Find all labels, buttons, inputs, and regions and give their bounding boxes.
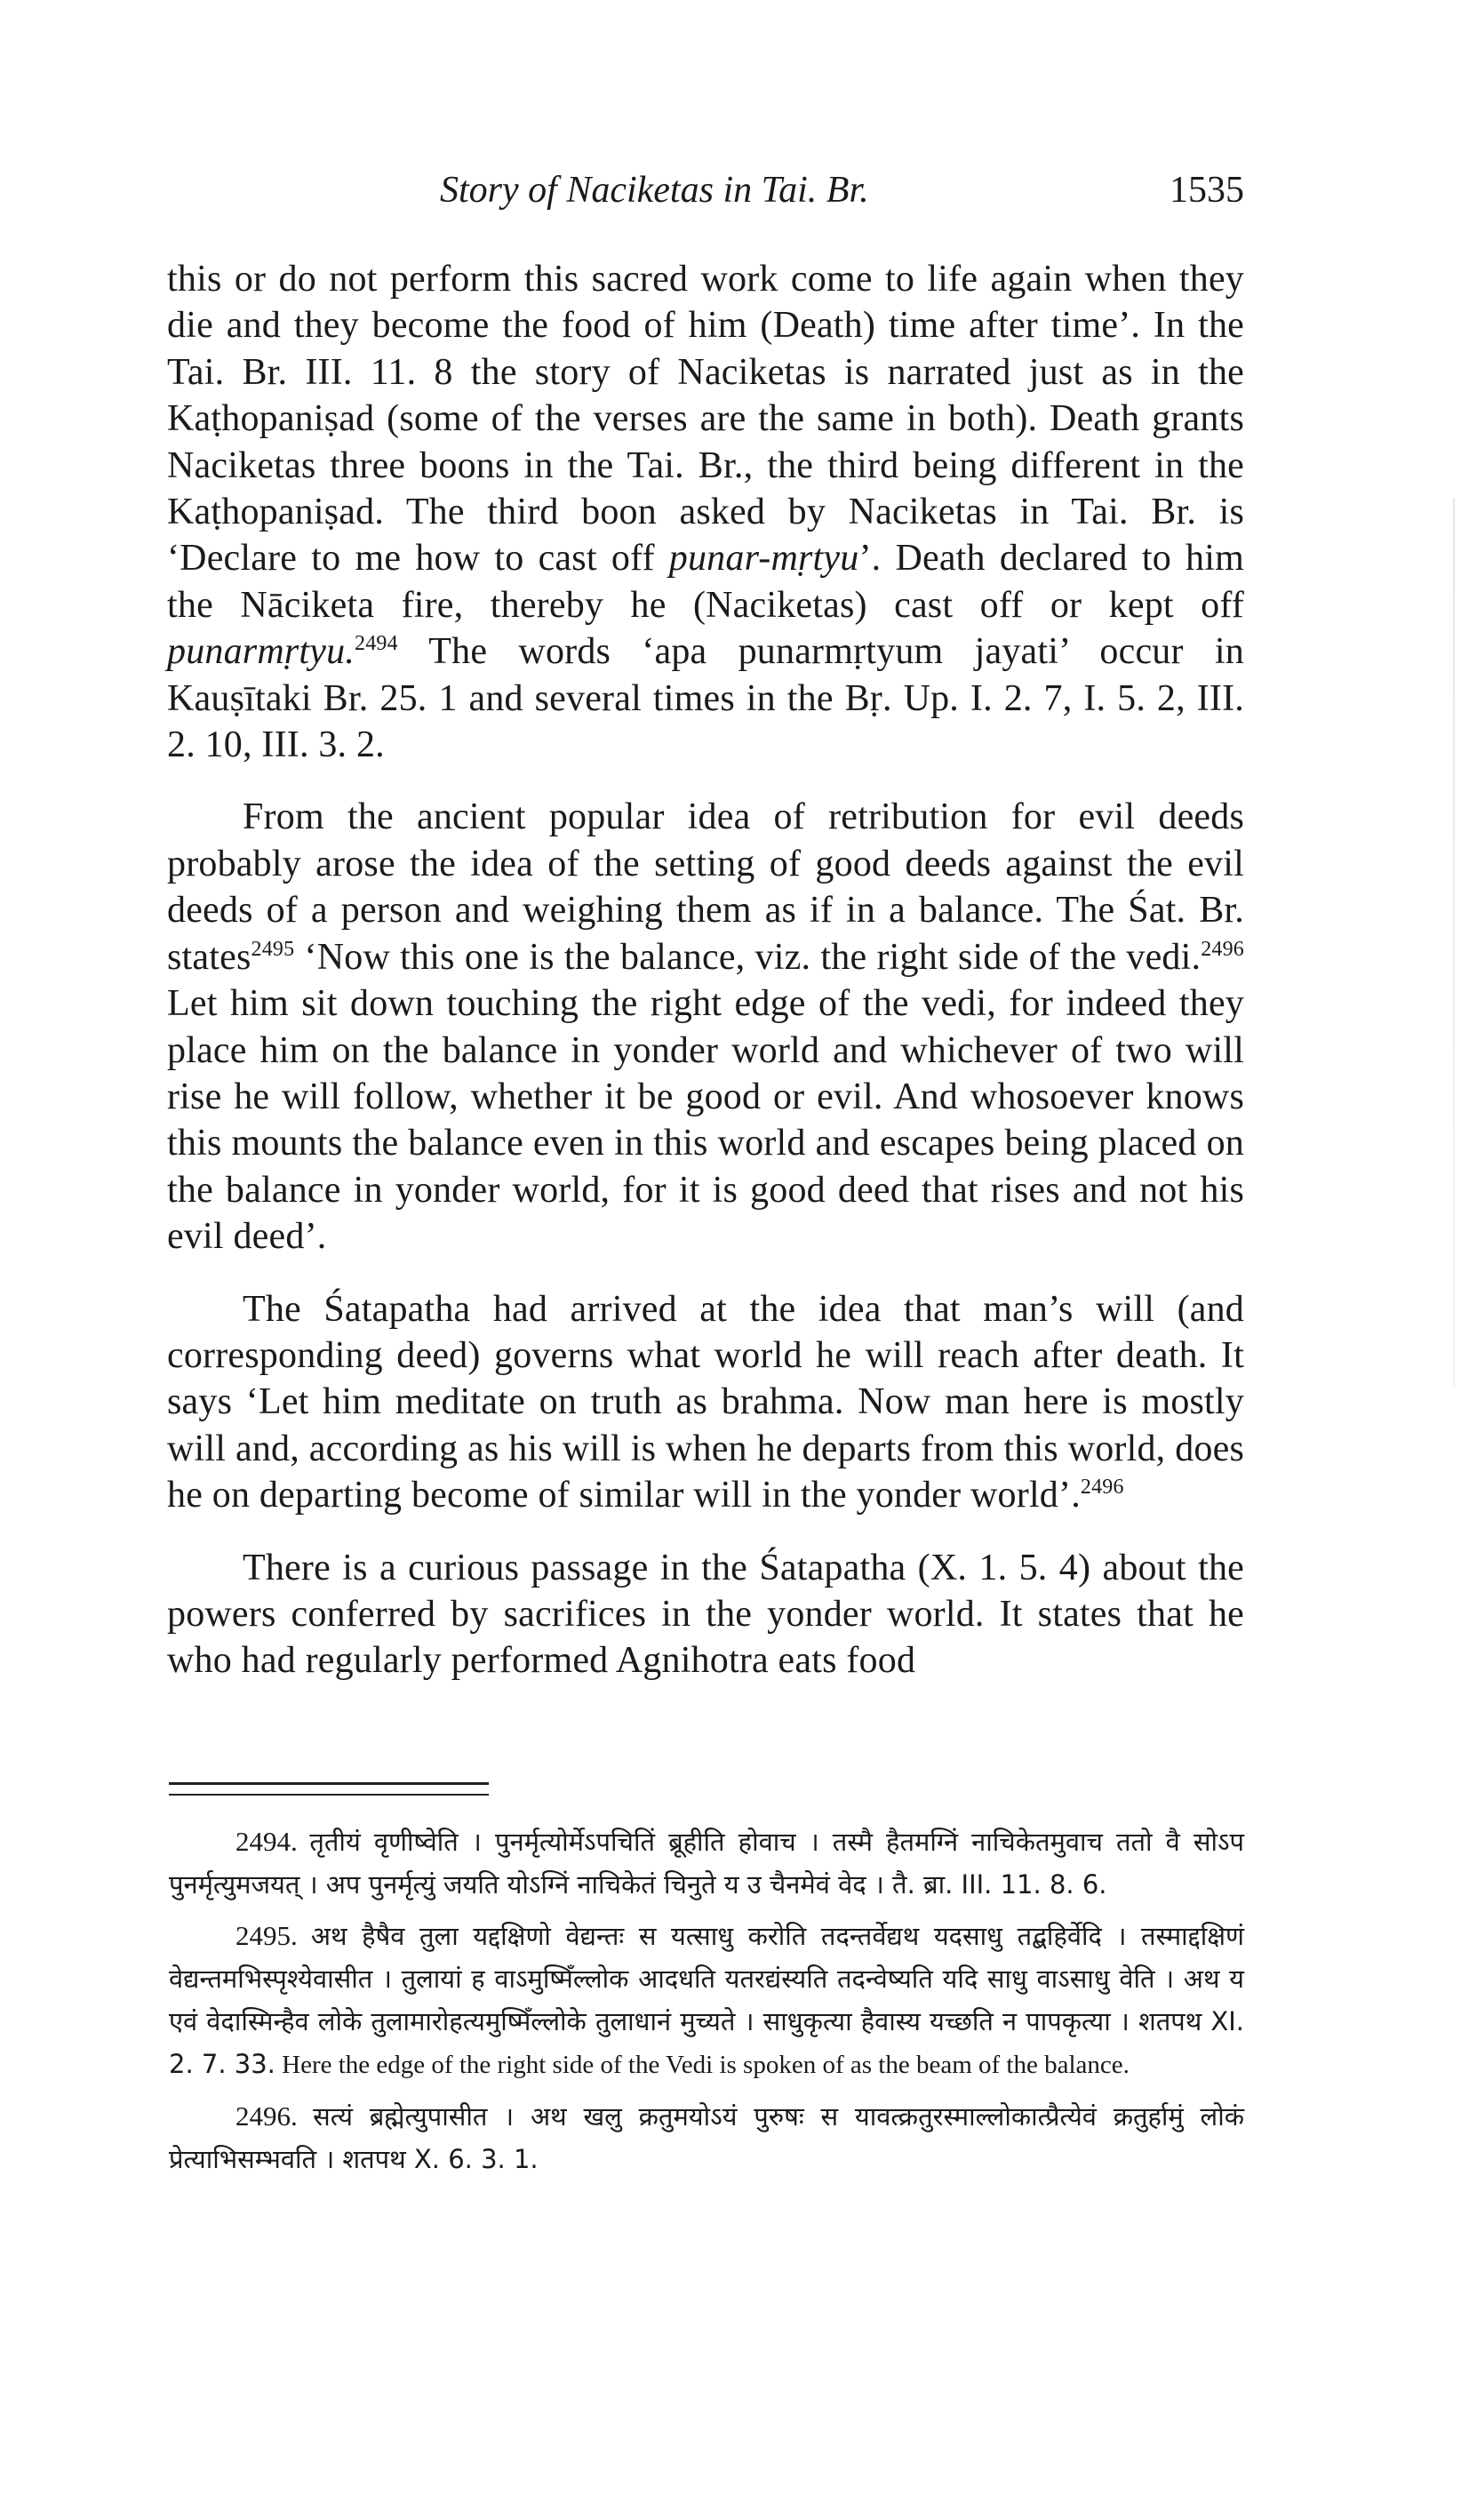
footnote-note: Here the edge of the right side of the Vedi is spoken of as the beam of the balance. [275,2051,1130,2079]
text-run: Let him sit down touching the right edge of the vedi, for indeed they place him on the balance in yonder world and whichever of two will rise he will follow, whether it be good or evil. And whosoever knows this mounts the balance even in this world and escapes being placed on the balance in yonder world, for it is good deed that rises and not his evil deed’. [167,983,1244,1258]
paragraph [167,1545,1244,1684]
footnotes [169,1820,1244,2189]
sanskrit-quotation: तृतीयं वृणीष्वेति । पुनर्मृत्योर्मेऽपचितिं ब्रूहीति होवाच । तस्मै हैतमग्निं नाचिकेतमुवाच ततो वै सोऽप पुनर्मृत्युमजयत् । अप पुनर्मृत्युं जयति योऽग्निं नाचिकेतं चिनुते य उ चैनमेवं वेद । तै. ब्रा. III. 11. 8. 6. [169,1827,1244,1900]
footnote-ref: 2496 [1080,1476,1124,1500]
italic-term: punar-mṛtyu [668,538,859,580]
running-head-title: Story of Naciketas in Tai. Br. [440,170,869,211]
text-run: this or do not perform this sacred work come to life again when they die and they become the food of him (Death) time after time’. In the Tai. Br. III. 11. 8 the story of Naciketas is narrated just as in the Kaṭhopaniṣad (some of the verses are the same in both). Death grants Naciketas three boons in the Tai. Br., the third being different in the Kaṭhopaniṣad. The third boon asked by Naciketas in Tai. Br. is ‘Declare to me how to cast off [167,259,1244,580]
text-run: ’. Death declared to him the Nāciketa fire, thereby he (Naciketas) cast off or kept off [167,538,1244,626]
text-run: ‘Now this one is the balance, viz. the right side of the vedi. [294,936,1202,978]
page-edge-shadow [1453,498,1455,1387]
text-run: From the ancient popular idea of retribution for evil deeds probably arose the idea of the setting of good deeds against the evil deeds of a person and weighing them as if in a balance. The Śat. Br. states [167,796,1244,978]
body-text [167,256,1244,1710]
footnote-ref: 2494 [355,632,398,656]
text-run: There is a curious passage in the Śatapatha (X. 1. 5. 4) about the powers conferred by sacrifices in the yonder world. It states that he who had regularly performed Agnihotra eats food [167,1547,1244,1682]
footnote-number: 2496. [236,2100,314,2132]
footnote [169,1915,1244,2086]
footnote-divider [169,1782,489,1785]
footnote [169,1820,1244,1906]
text-run: The words ‘apa punarmṛtyum jayati’ occur in Kauṣītaki Br. 25. 1 and several times in the Bṛ. Up. I. 2. 7, I. 5. 2, III. 2. 10, III. 3. 2. [167,631,1244,766]
paragraph [167,256,1244,768]
footnote-ref: 2495 [251,937,295,961]
sanskrit-quotation: अथ हैषैव तुला यद्दक्षिणो वेद्यन्तः स यत्साधु करोति तदन्तर्वेद्यथ यदसाधु तद्बहिर्वेदि । तस्माद्दक्षिणं वेद्यन्तमभिस्पृश्येवासीत । तुलायां ह वाऽमुष्मिँल्लोक आदधति यतरद्यंस्यति तदन्वेष्यति यदि साधु वाऽसाधु वेति । अथ य एवं वेदास्मिन्हैव लोके तुलामारोहत्यमुष्मिँल्लोके तुलाधानं मुच्यते । साधुकृत्या हैवास्य यच्छति न पापकृत्या । शतपथ XI. 2. 7. 33. [169,1921,1245,2079]
text-run: The Śatapatha had arrived at the idea that man’s will (and corresponding deed) governs what world he will reach after death. It says ‘Let him meditate on truth as brahma. Now man here is mostly will and, according as his will is when he departs from this world, does he on departing become of similar will in the yonder world’. [167,1288,1244,1516]
italic-term: punarmṛtyu. [167,631,355,673]
page-number: 1535 [1170,170,1244,211]
footnote-number: 2494. [236,1826,310,1857]
footnote [169,2095,1244,2180]
footnote-divider-thin [169,1794,489,1796]
sanskrit-quotation: सत्यं ब्रह्मेत्युपासीत । अथ खलु क्रतुमयोऽयं पुरुषः स यावत्क्रतुरस्माल्लोकात्प्रैत्येवं क्रतुर्हामुं लोकं प्रेत्याभिसम्भवति । शतपथ X. 6. 3. 1. [169,2101,1244,2174]
running-head [169,169,1244,222]
paragraph [167,1286,1244,1519]
footnote-ref: 2496 [1201,937,1244,961]
footnote-number: 2495. [236,1920,311,1951]
paragraph [167,794,1244,1260]
